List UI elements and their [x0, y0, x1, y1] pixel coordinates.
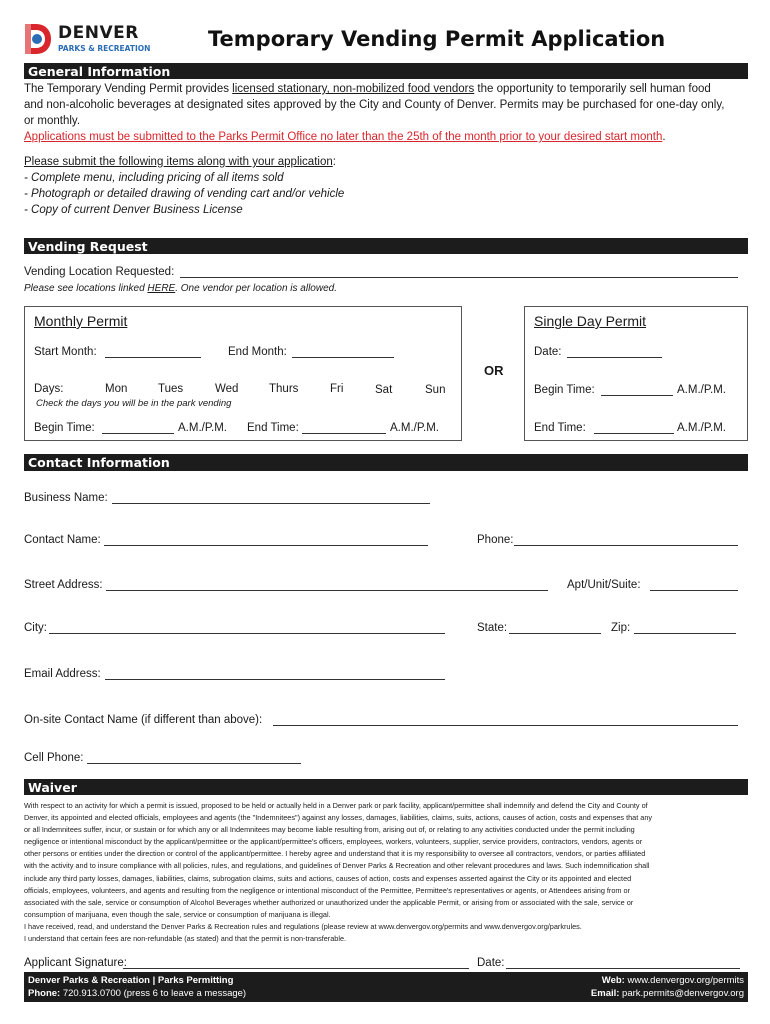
vending-location-label: Vending Location Requested: — [24, 266, 175, 278]
days-note: Check the days you will be in the park vending — [36, 398, 232, 409]
single-end-time-field[interactable] — [594, 433, 674, 434]
day-fri-option[interactable]: Fri — [330, 383, 344, 395]
submit-item: - Photograph or detailed drawing of vending cart and/or vehicle — [24, 188, 345, 200]
monthly-end-time-label: End Time: — [247, 422, 299, 434]
contact-name-label: Contact Name: — [24, 534, 101, 546]
onsite-contact-label: On-site Contact Name (if different than above): — [24, 714, 263, 726]
start-month-field[interactable] — [105, 357, 201, 358]
footer-email[interactable]: Email: park.permits@denvergov.org — [590, 988, 744, 999]
footer-bar — [24, 972, 748, 1002]
licensed-vendors-text: licensed stationary, non-mobilized food vendors — [232, 83, 475, 95]
denver-logo-icon — [22, 22, 52, 56]
day-sat-option[interactable]: Sat — [375, 384, 393, 396]
single-begin-time-field[interactable] — [601, 395, 673, 396]
submit-item: - Complete menu, including pricing of all items sold — [24, 172, 284, 184]
vending-location-field[interactable] — [180, 277, 738, 278]
street-address-label: Street Address: — [24, 579, 103, 591]
page-title: Temporary Vending Permit Application — [208, 27, 666, 51]
business-name-field[interactable] — [112, 503, 430, 504]
waiver-header: Waiver — [24, 779, 748, 795]
single-end-time-label: End Time: — [534, 422, 586, 434]
single-begin-ampm: A.M./P.M. — [677, 384, 726, 396]
single-end-ampm: A.M./P.M. — [677, 422, 726, 434]
apt-unit-suite-field[interactable] — [650, 590, 738, 591]
monthly-end-ampm: A.M./P.M. — [390, 422, 439, 434]
email-address-field[interactable] — [105, 679, 445, 680]
zip-field[interactable] — [634, 633, 736, 634]
submit-item: - Copy of current Denver Business License — [24, 204, 243, 216]
street-address-field[interactable] — [106, 590, 548, 591]
logo-subtitle: PARKS & RECREATION — [58, 44, 151, 53]
footer-org: Denver Parks & Recreation | Parks Permitting — [28, 975, 234, 986]
general-information-header: General Information — [24, 63, 748, 79]
monthly-permit-title: Monthly Permit — [34, 313, 128, 329]
applicant-signature-label: Applicant Signature: — [24, 957, 127, 969]
monthly-end-time-field[interactable] — [302, 433, 386, 434]
deadline-notice: Applications must be submitted to the Parks Permit Office no later than the 25th of the month prior to your desired start month. — [24, 131, 666, 143]
zip-label: Zip: — [611, 622, 631, 634]
day-wed-option[interactable]: Wed — [215, 383, 239, 395]
monthly-begin-time-field[interactable] — [102, 433, 174, 434]
onsite-contact-field[interactable] — [273, 725, 738, 726]
state-field[interactable] — [509, 633, 601, 634]
day-sun-option[interactable]: Sun — [425, 384, 446, 396]
contact-name-field[interactable] — [104, 545, 428, 546]
cell-phone-field[interactable] — [87, 763, 301, 764]
days-label: Days: — [34, 383, 64, 395]
intro-line-3: or monthly. — [24, 115, 81, 127]
start-month-label: Start Month: — [34, 346, 97, 358]
end-month-field[interactable] — [292, 357, 394, 358]
city-field[interactable] — [49, 633, 445, 634]
monthly-begin-ampm: A.M./P.M. — [178, 422, 227, 434]
monthly-begin-time-label: Begin Time: — [34, 422, 95, 434]
day-tues-option[interactable]: Tues — [158, 383, 184, 395]
submit-items-label: Please submit the following items along with your application: — [24, 156, 336, 168]
footer-web[interactable]: Web: www.denvergov.org/permits — [601, 975, 744, 986]
vending-location-note: Please see locations linked HERE. One vendor per location is allowed. — [24, 283, 337, 294]
denver-logo — [22, 22, 162, 58]
vending-request-header: Vending Request — [24, 238, 748, 254]
end-month-label: End Month: — [228, 346, 287, 358]
intro-line-1: The Temporary Vending Permit provides licensed stationary, non-mobilized food vendors the opportunity to temporarily sell human food — [24, 83, 711, 95]
single-begin-time-label: Begin Time: — [534, 384, 595, 396]
single-day-permit-title: Single Day Permit — [534, 313, 647, 329]
cell-phone-label: Cell Phone: — [24, 752, 84, 764]
day-thurs-option[interactable]: Thurs — [269, 383, 299, 395]
or-divider: OR — [484, 363, 504, 378]
state-label: State: — [477, 622, 508, 634]
city-label: City: — [24, 622, 47, 634]
intro-line-2: and non-alcoholic beverages at designated sites approved by the City and County of Denver. Permits may be purchased for one-day only, — [24, 99, 725, 111]
apt-unit-suite-label: Apt/Unit/Suite: — [567, 579, 641, 591]
email-address-label: Email Address: — [24, 668, 101, 680]
single-date-label: Date: — [534, 346, 562, 358]
applicant-signature-field[interactable] — [123, 968, 469, 969]
single-date-field[interactable] — [567, 357, 662, 358]
footer-phone: Phone: 720.913.0700 (press 6 to leave a message) — [28, 988, 247, 999]
phone-field[interactable] — [514, 545, 738, 546]
locations-here-link[interactable]: HERE — [147, 283, 176, 294]
signature-date-field[interactable] — [506, 968, 740, 969]
logo-title: DENVER — [58, 23, 139, 43]
day-mon-option[interactable]: Mon — [105, 383, 128, 395]
phone-label: Phone: — [477, 534, 514, 546]
business-name-label: Business Name: — [24, 492, 108, 504]
waiver-text: With respect to an activity for which a permit is issued, proposed to be held or actually held in a Denver park or park facility, applicant/permittee shall indemnify and defend the City and County of Denver, its appointed and elected officials, employees and agents (the "Indemnitees") against any losses, damages, liabilities, claims, suits, actions, causes of action, costs and expenses that any or all Indemnitees suffer, incur, or sustain or for which any or all Indemnitees may become liable resulting from, arising out of, or relating to any activities conducted under the permit including negligence or intentional misconduct by the applicant/permittee or the applicant/permittee's officers, employees, workers, volunteers, supplier, service providers, contractors, vendors, agents or other persons or entities under the direction or control of the applicant/permittee. I hereby agree and understand that it is my responsibility to oversee all contractors, vendors, or parties affiliated with the activity and to insure compliance with all policies, rules, and regulations, and guidelines of Denver Parks & Recreation and other relevant procedures and laws. Such indemnification shall include any third party losses, damages, liabilities, claims, subrogation claims, suits and actions, causes of action, costs and expenses asserted against the City or its appointed and elected officials, employees, volunteers, and agents and resulting from the negligence or intentional misconduct of the Permittee, Permittee's representatives or agents, or Attendees arising from or associated with the sale, service or consumption of Alcohol Beverages whether authorized or unauthorized under the applicable Permit, or arising from or associated with the sale, service or consumption of marijuana, even though the sale, service or consumption of marijuana is illegal. I have received, read, and understand the Denver Parks & Recreation rules and regulations (please review at www.denvergov.org/permits and www.denvergov.org/parkrules. I understand that certain fees are non-refundable (as stated) and that the permit is non-transferable. — [24, 801, 653, 944]
contact-information-header: Contact Information — [24, 454, 748, 471]
signature-date-label: Date: — [477, 957, 505, 969]
